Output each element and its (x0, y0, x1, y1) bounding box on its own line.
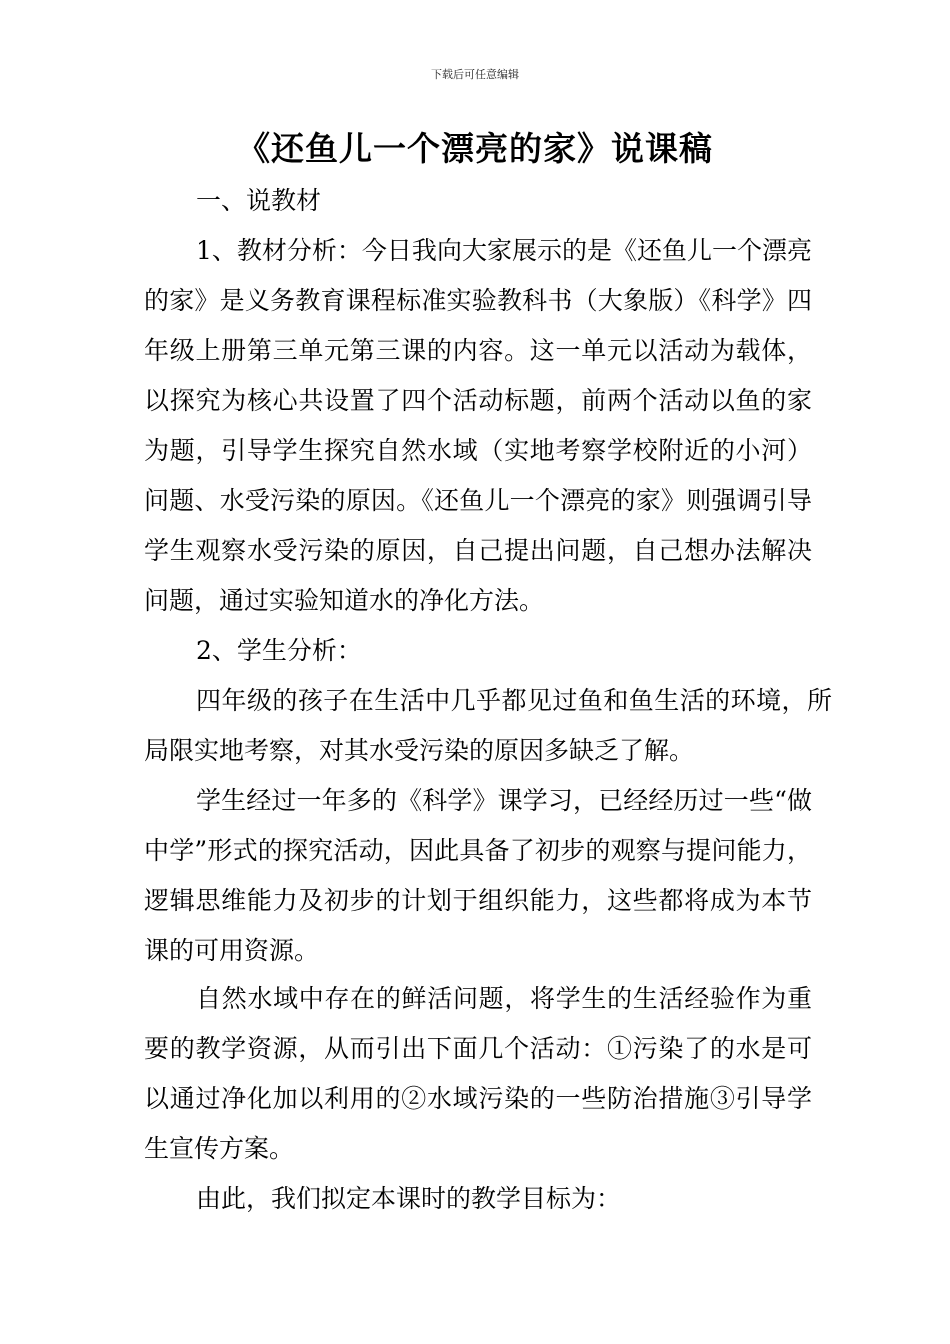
paragraph-student-experience (144, 776, 812, 976)
paragraph-activities (144, 974, 812, 1174)
paragraph-material-analysis (144, 226, 812, 626)
paragraph-text: 学生经过一年多的《科学》课学习，已经经历过一些“做中学”形式的探究活动，因此具备了初步的观察与提问能力，逻辑思维能力及初步的计划于组织能力，这些都将成为本节课的可用资源。 (144, 786, 812, 965)
header-note: 下载后可任意编辑 (431, 68, 519, 81)
paragraph-text: 由此，我们拟定本课时的教学目标为： (196, 1184, 622, 1213)
paragraph-student-environment (144, 676, 832, 776)
section-heading-student-analysis: 2、学生分析： (196, 636, 362, 665)
paragraph-text: 四年级的孩子在生活中几乎都见过鱼和鱼生活的环境，所局限实地考察，对其水受污染的原因多缺乏了解。 (144, 686, 832, 765)
section-heading-teaching-material: 一、说教材 (196, 186, 322, 215)
document-title: 《还鱼儿一个漂亮的家》说课稿 (237, 129, 713, 168)
paragraph-teaching-goals-intro (144, 1174, 812, 1224)
paragraph-text: 1、教材分析：今日我向大家展示的是《还鱼儿一个漂亮的家》是义务教育课程标准实验教科书（大象版）《科学》四年级上册第三单元第三课的内容。这一单元以活动为载体，以探究为核心共设置了四个活动标题，前两个活动以鱼的家为题，引导学生探究自然水域（实地考察学校附近的小河）问题、水受污染的原因。《还鱼儿一个漂亮的家》则强调引导学生观察水受污染的原因，自己提出问题，自己想办法解决问题，通过实验知道水的净化方法。 (144, 236, 812, 615)
paragraph-text: 自然水域中存在的鲜活问题，将学生的生活经验作为重要的教学资源，从而引出下面几个活动：①污染了的水是可以通过净化加以利用的②水域污染的一些防治措施③引导学生宣传方案。 (144, 984, 812, 1163)
